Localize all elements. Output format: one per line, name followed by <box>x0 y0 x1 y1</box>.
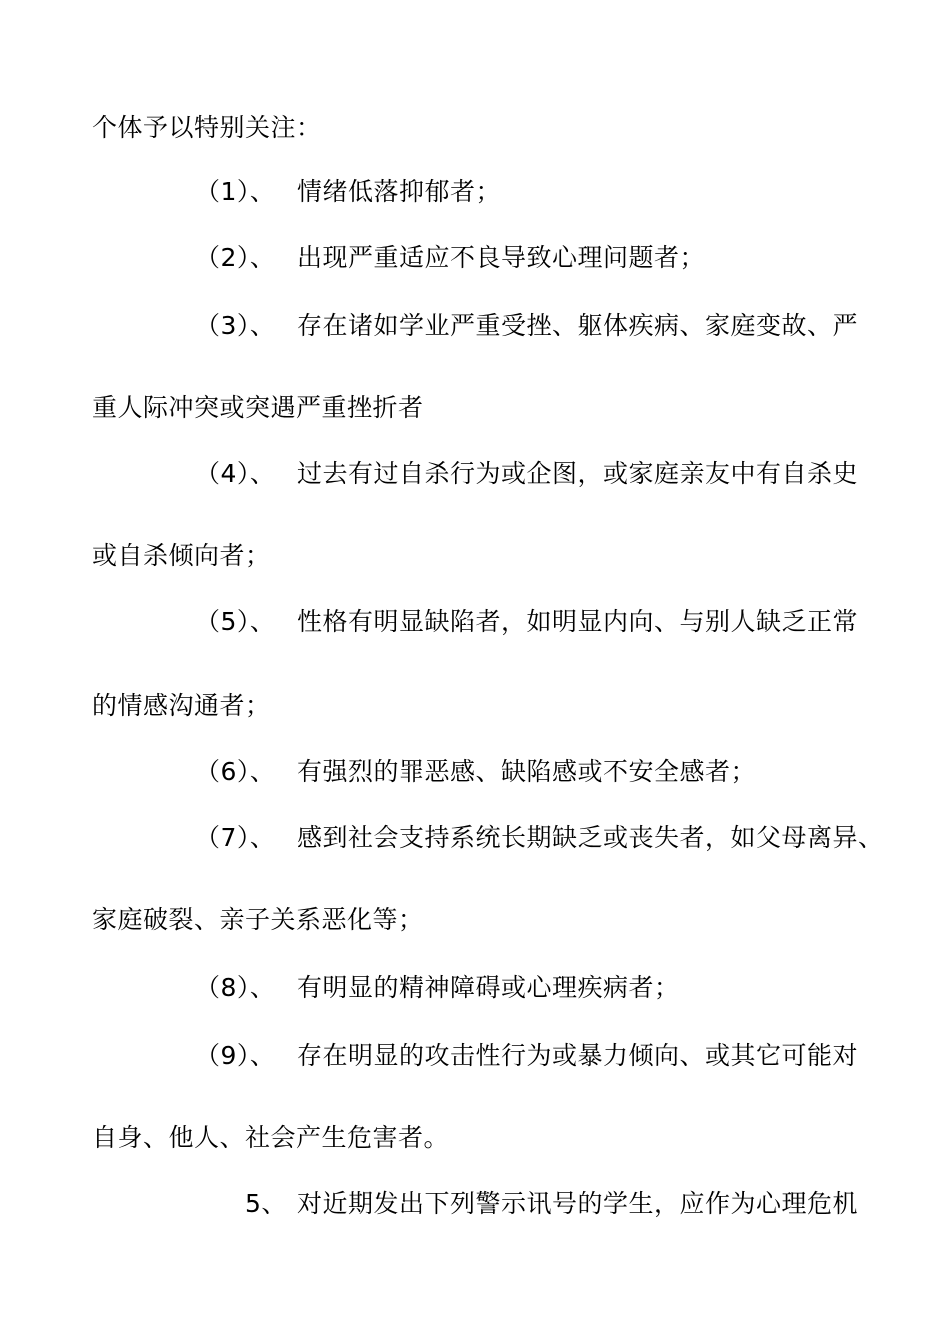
item-continuation-text: 重人际冲突或突遇严重挫折者 <box>92 393 424 422</box>
section-5-heading <box>245 1188 858 1220</box>
item-marker: （3）、 <box>195 311 276 340</box>
list-item-4 <box>195 458 858 490</box>
item-text: 有强烈的罪恶感、缺陷感或不安全感者； <box>297 757 757 786</box>
list-item-5-continuation <box>92 690 271 722</box>
item-marker: （2）、 <box>195 243 276 272</box>
item-continuation-text: 或自杀倾向者； <box>92 541 271 570</box>
item-text: 情绪低落抑郁者； <box>297 177 502 206</box>
list-item-7 <box>195 822 884 854</box>
item-marker: （1）、 <box>195 177 276 206</box>
list-item-5 <box>195 606 858 638</box>
item-text: 过去有过自杀行为或企图，或家庭亲友中有自杀史 <box>297 459 859 488</box>
section-marker: 5、 <box>245 1189 287 1218</box>
list-item-2 <box>195 242 705 274</box>
item-text: 存在诸如学业严重受挫、躯体疾病、家庭变故、严 <box>297 311 859 340</box>
list-item-9-continuation <box>92 1122 449 1154</box>
item-marker: （5）、 <box>195 607 276 636</box>
list-item-3-continuation <box>92 392 424 424</box>
item-text: 感到社会支持系统长期缺乏或丧失者，如父母离异、 <box>297 823 884 852</box>
list-item-8 <box>195 972 680 1004</box>
item-marker: （4）、 <box>195 459 276 488</box>
item-text: 出现严重适应不良导致心理问题者； <box>297 243 706 272</box>
item-text: 性格有明显缺陷者，如明显内向、与别人缺乏正常 <box>297 607 859 636</box>
intro-tail-text: 个体予以特别关注： <box>92 113 322 142</box>
list-item-1 <box>195 176 501 208</box>
item-continuation-text: 的情感沟通者； <box>92 691 271 720</box>
section-text: 对近期发出下列警示讯号的学生，应作为心理危机 <box>297 1189 859 1218</box>
item-marker: （8）、 <box>195 973 276 1002</box>
item-continuation-text: 家庭破裂、亲子关系恶化等； <box>92 905 424 934</box>
list-item-7-continuation <box>92 904 424 936</box>
list-item-9 <box>195 1040 858 1072</box>
item-text: 存在明显的攻击性行为或暴力倾向、或其它可能对 <box>297 1041 859 1070</box>
item-continuation-text: 自身、他人、社会产生危害者。 <box>92 1123 450 1152</box>
item-text: 有明显的精神障碍或心理疾病者； <box>297 973 680 1002</box>
list-item-4-continuation <box>92 540 271 572</box>
intro-tail-line <box>92 112 322 144</box>
item-marker: （6）、 <box>195 757 276 786</box>
item-marker: （9）、 <box>195 1041 276 1070</box>
list-item-3 <box>195 310 858 342</box>
item-marker: （7）、 <box>195 823 276 852</box>
list-item-6 <box>195 756 756 788</box>
